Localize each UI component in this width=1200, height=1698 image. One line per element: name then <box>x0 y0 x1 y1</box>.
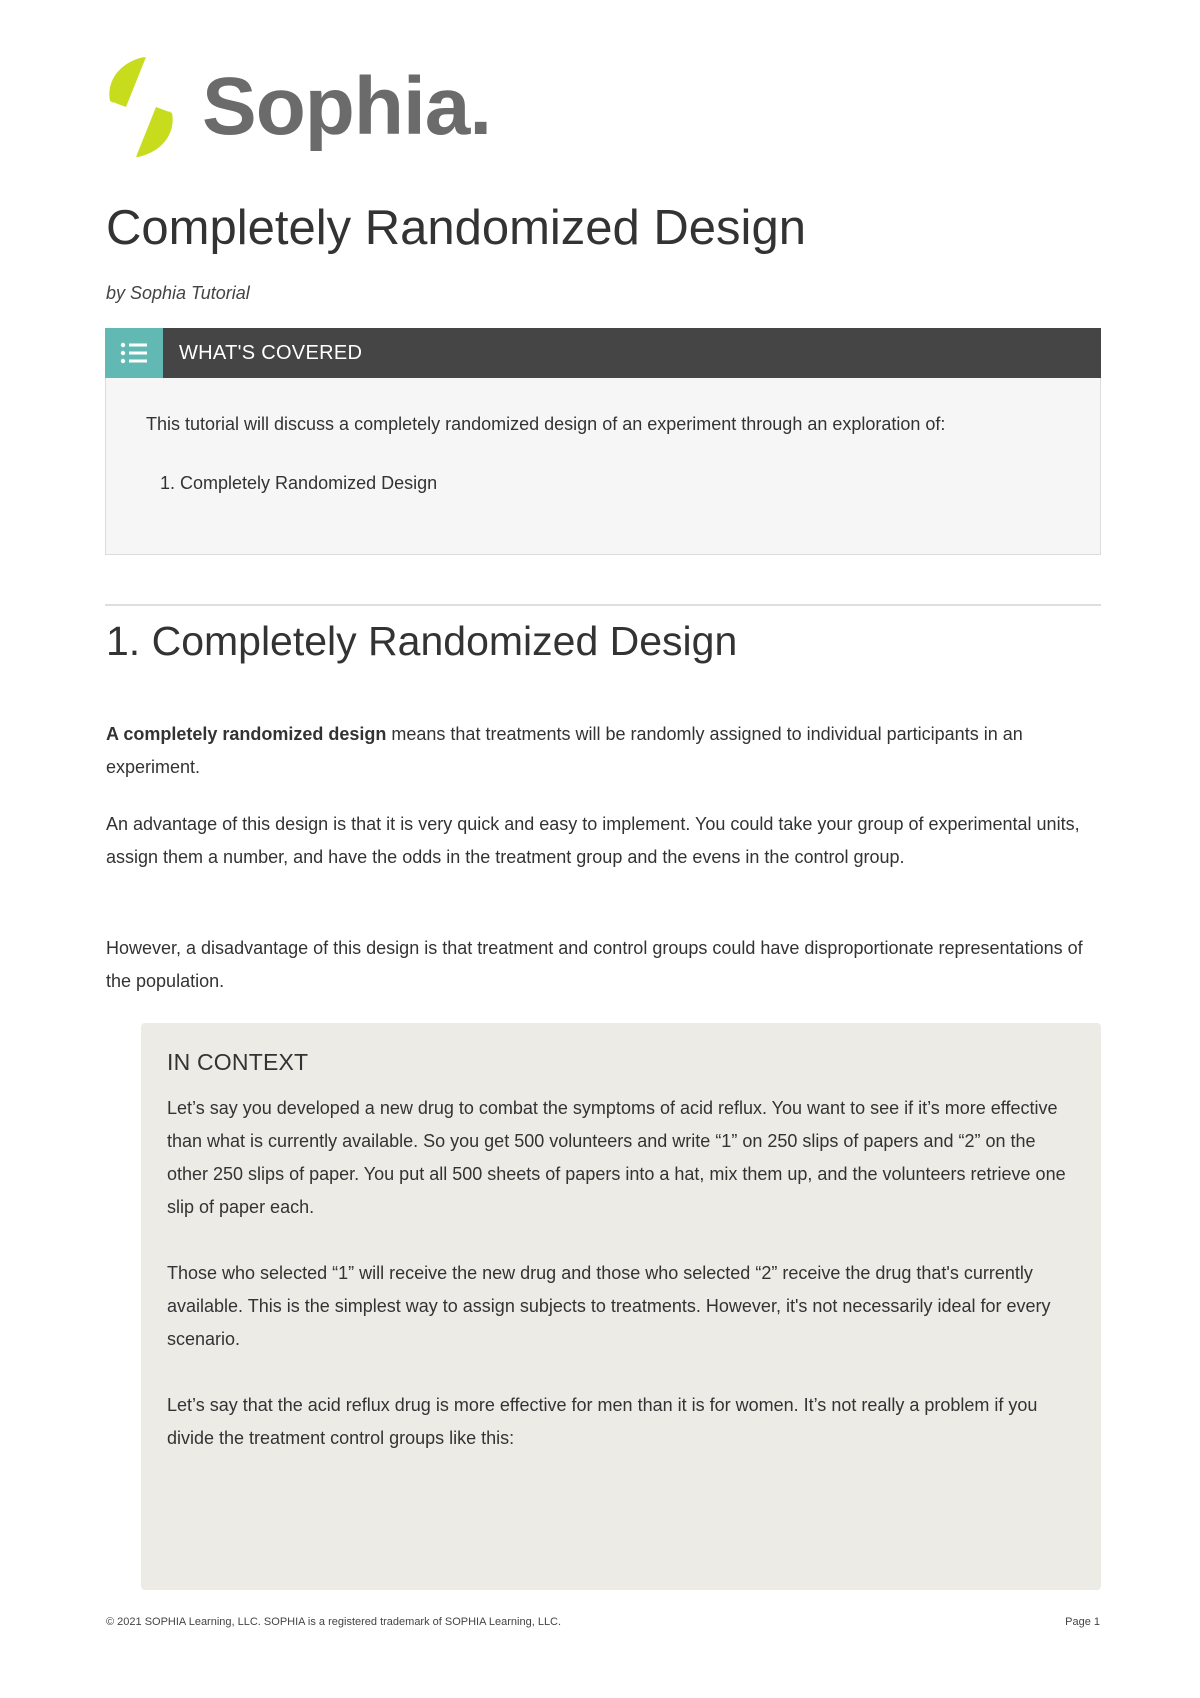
paragraph-disadvantage: However, a disadvantage of this design is that treatment and control groups could have disproportionate representations of the population. <box>106 938 1083 991</box>
in-context-paragraph: Let’s say you developed a new drug to combat the symptoms of acid reflux. You want to see if it’s more effective than what is currently available. So you get 500 volunteers and write “1” on 250 slips of papers and “2” on the other 250 slips of paper. You put all 500 sheets of papers into a hat, mix them up, and the volunteers retrieve one slip of paper each. <box>167 1098 1066 1217</box>
byline: by Sophia Tutorial <box>106 283 250 303</box>
whats-covered-body <box>105 378 1101 555</box>
logo-wordmark: Sophia. <box>202 61 492 152</box>
paragraph-advantage: An advantage of this design is that it is very quick and easy to implement. You could take your group of experimental units, assign them a number, and have the odds in the treatment group and the evens in the control group. <box>106 814 1080 867</box>
section-heading: 1. Completely Randomized Design <box>106 618 738 664</box>
whats-covered-intro: This tutorial will discuss a completely randomized design of an experiment through an exploration of: <box>146 414 946 434</box>
page-number: Page 1 <box>1065 1616 1100 1628</box>
divider <box>105 604 1101 606</box>
paragraph-definition: A completely randomized design means that treatments will be randomly assigned to individual participants in an experiment. <box>106 724 1023 777</box>
sophia-logo <box>104 54 491 160</box>
in-context-heading: IN CONTEXT <box>167 1049 309 1075</box>
in-context-paragraph: Those who selected “1” will receive the new drug and those who selected “2” receive the drug that's currently available. This is the simplest way to assign subjects to treatments. However, it's not necessarily ideal for every scenario. <box>167 1263 1051 1349</box>
list-icon <box>105 328 163 378</box>
sophia-leaf-icon <box>104 55 178 159</box>
in-context-box <box>141 1023 1101 1590</box>
whats-covered-header <box>105 328 1101 378</box>
in-context-paragraph: Let’s say that the acid reflux drug is more effective for men than it is for women. It’s not really a problem if you divide the treatment control groups like this: <box>167 1395 1038 1448</box>
whats-covered-box <box>105 328 1101 555</box>
footer-copyright: © 2021 SOPHIA Learning, LLC. SOPHIA is a registered trademark of SOPHIA Learning, LLC. <box>106 1616 562 1628</box>
list-item: 1. Completely Randomized Design <box>160 473 438 493</box>
term-bold: A completely randomized design <box>106 724 387 744</box>
page-title: Completely Randomized Design <box>106 201 806 255</box>
whats-covered-heading: WHAT'S COVERED <box>179 341 363 364</box>
